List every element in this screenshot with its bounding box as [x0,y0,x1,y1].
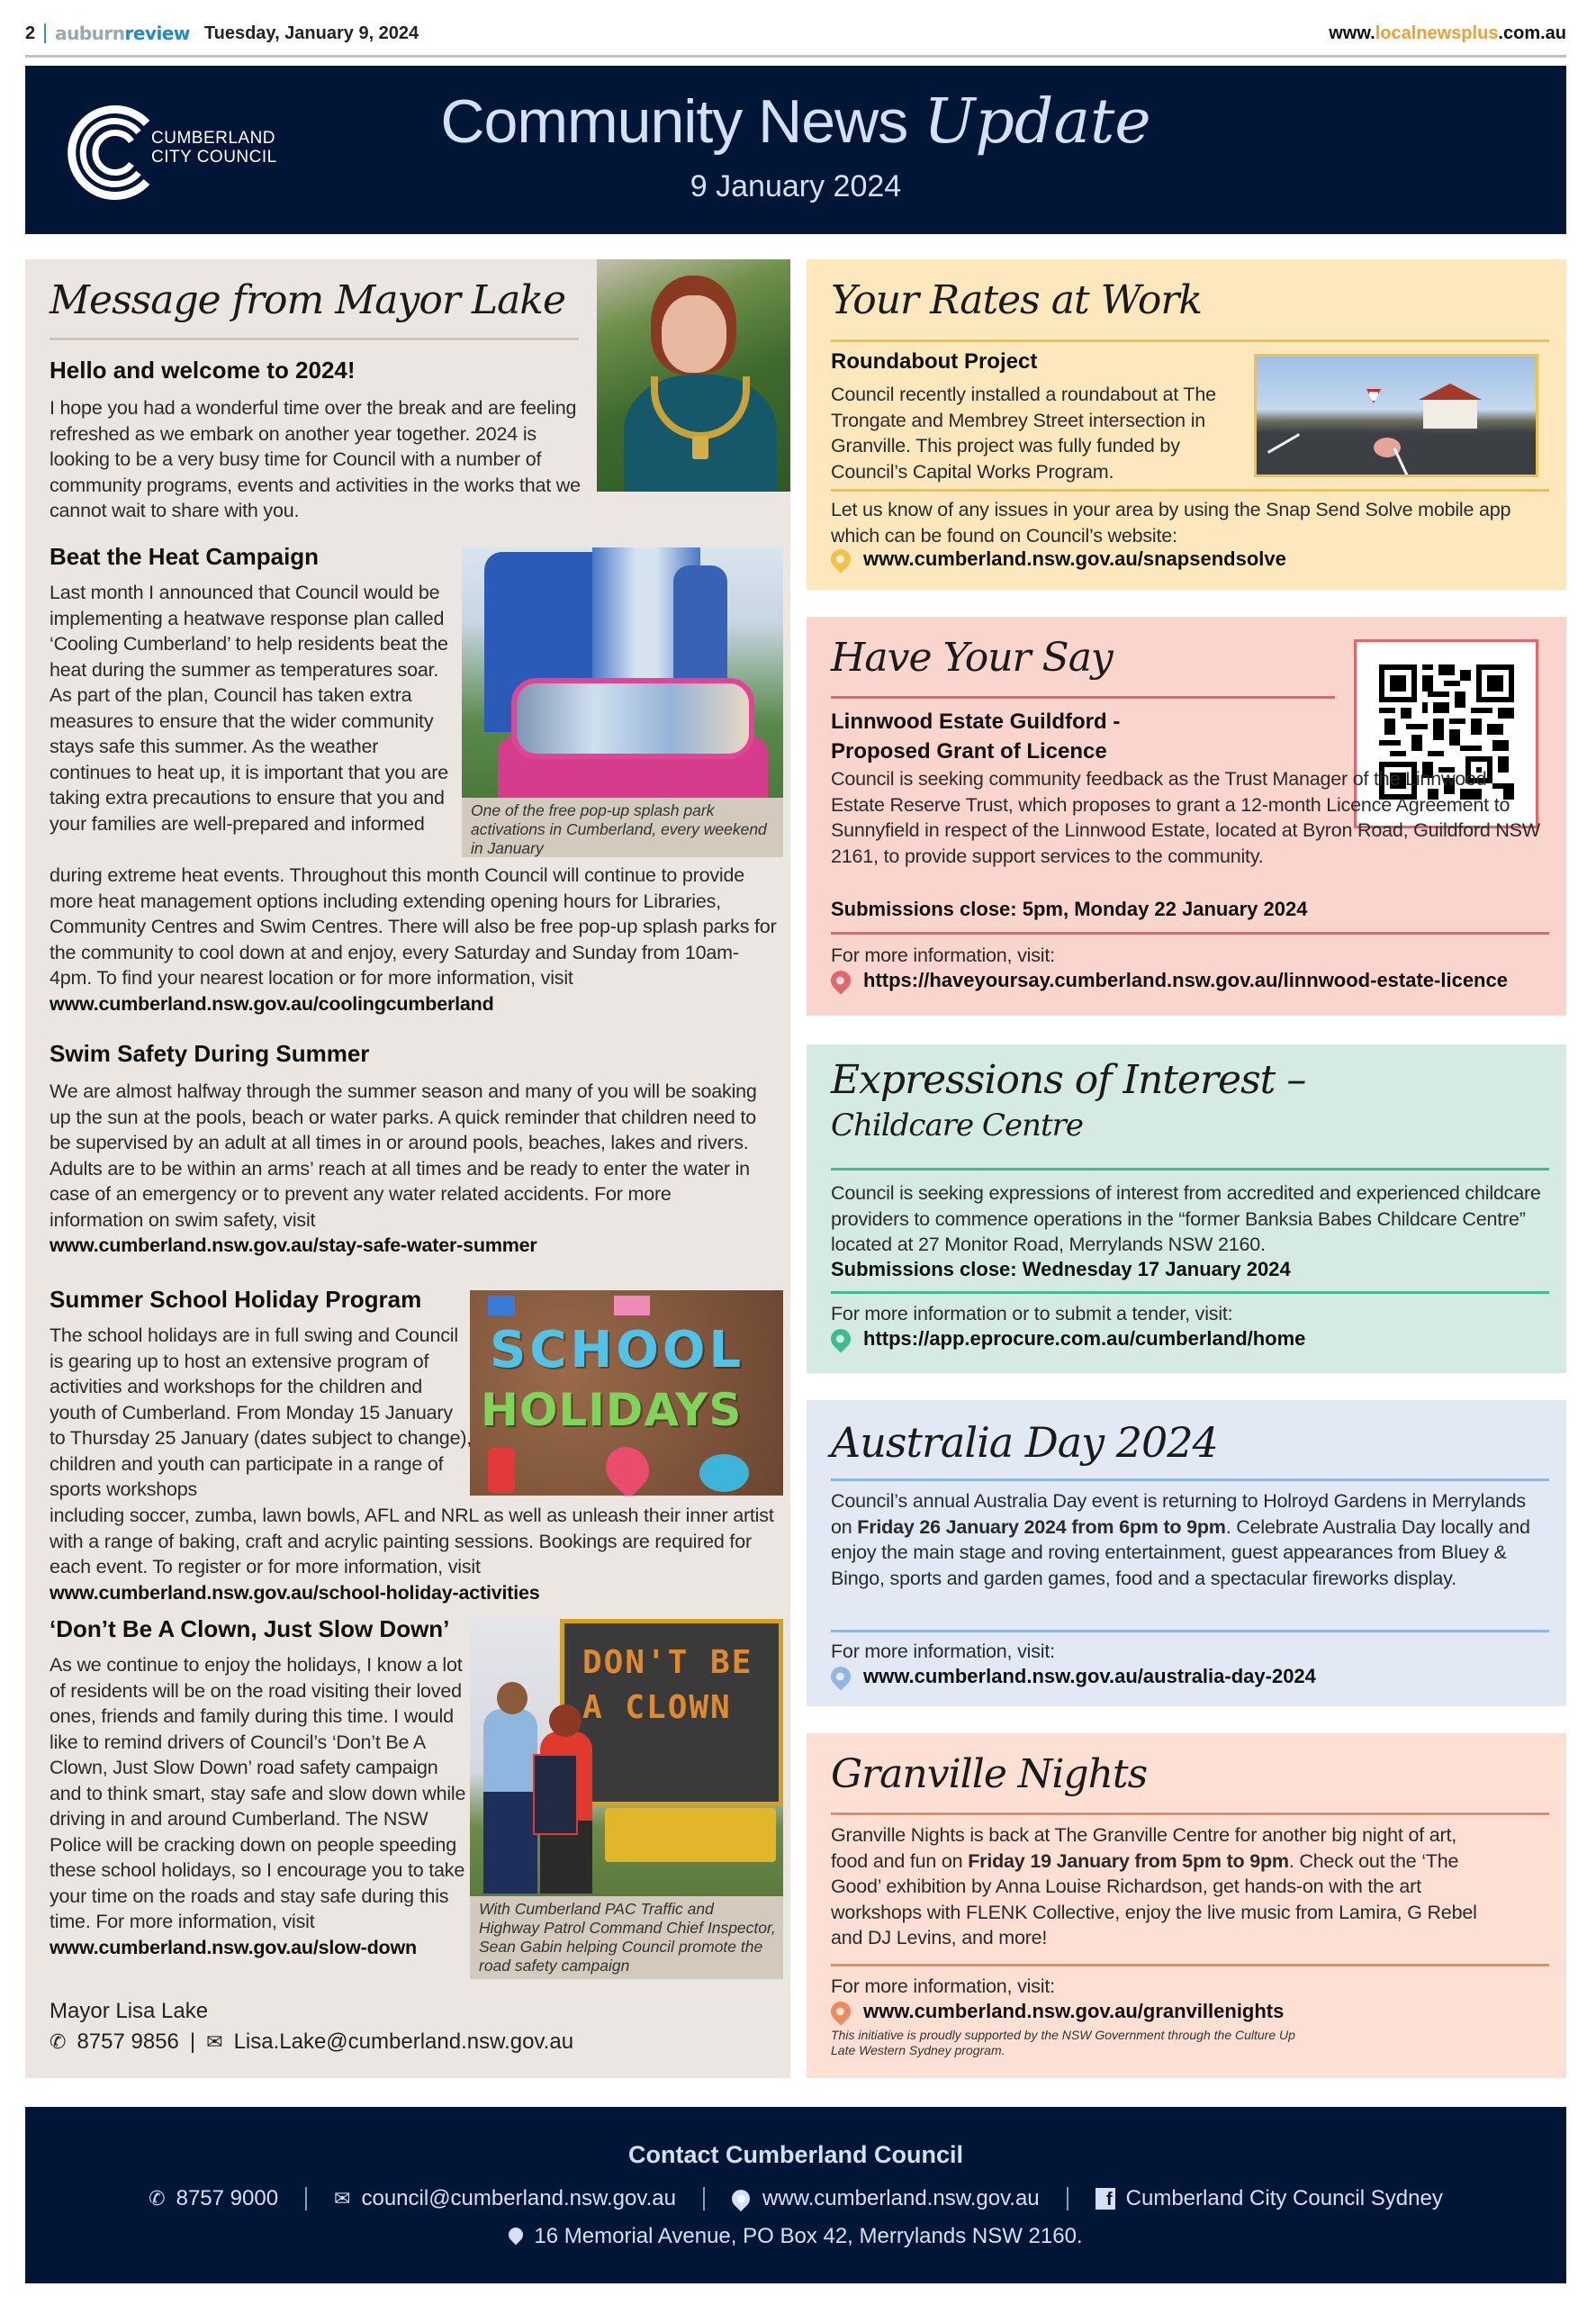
holiday-body-wrapped: The school holidays are in full swing and Council is gearing up to host an extensive program of activities and workshops for the children and youth of Cumberland. From Monday 15 January to Thursday 25 January (dates subject to change), children and youth can participate in a range of sports workshops [50,1324,473,1500]
brand-part-review: review [124,23,190,44]
slow-down-link[interactable]: www.cumberland.nsw.gov.au/slow-down [50,1936,417,1958]
school-holidays-image-text-2: HOLIDAYS [481,1384,743,1436]
sign-text-line-1: DON'T BE [582,1644,753,1681]
granville-date-time: Friday 19 January from 5pm to 9pm [968,1849,1289,1872]
ausday-date-time: Friday 26 January 2024 from 6pm to 9pm [857,1515,1226,1538]
swim-heading: Swim Safety During Summer [50,1040,370,1067]
footer-facebook [1096,2186,1443,2211]
footer-title: Contact Cumberland Council [627,2141,963,2168]
granville-text-1: Granville Nights is back at The Granville Centre for another big night of art, food and fun on [831,1824,1457,1872]
footer-divider [1067,2187,1069,2210]
ausday-text-2: . Celebrate Australia Day locally and enjoy the main stage and roving entertainment, guest appearances from Bluey & Bingo, sports and garden games, food and a spectacular fireworks display. [831,1515,1530,1589]
granville-title-rule [831,1812,1549,1815]
masthead-rule [25,55,1566,58]
title-italic: Update [924,86,1151,158]
school-holidays-photo [470,1290,783,1496]
holiday-body-full [50,1503,779,1605]
snap-send-solve-note: Let us know of any issues in your area by using the Snap Send Solve mobile app which can be found on Council’s website: [831,499,1511,547]
ausday-text-1: Council’s annual Australia Day event is returning to Holroyd Gardens in Merrylands on [831,1490,1526,1538]
page-title [25,86,1566,158]
heat-body-continued: during extreme heat events. Throughout this month Council will continue to provide more heat management options including extending opening hours for Libraries, Community Centres and Swim Centres. There will also be free pop-up splash parks for the community to cool down at and enjoy, every Saturday and Sunday from 10am-4pm. To find your nearest location or for more information, visit [50,864,777,989]
map-pin-icon [506,2225,527,2246]
logo-line-2: CITY COUNCIL [151,148,277,167]
eoi-more-info: For more information or to submit a tender, visit: [831,1303,1233,1324]
masthead-divider [44,23,46,43]
contact-separator: | [189,2029,196,2054]
mayor-message-panel [25,259,790,2078]
globe-icon [826,1662,854,1690]
granville-body [831,1822,1479,1951]
holiday-body-continued: including soccer, zumba, lawn bowls, AFL and NRL as well as unleash their inner artist with a range of baking, craft and acrylic painting sessions. Bookings are required for each event. To register or for more information, visit [50,1505,774,1577]
school-holidays-image-text-1: SCHOOL [490,1321,745,1379]
hys-more-info: For more information, visit: [831,945,1055,966]
footer-phone [149,2186,278,2211]
granville-nights-card [807,1733,1566,2078]
publication-brand [55,23,190,44]
eoi-title-line-2: Childcare Centre [831,1107,1083,1143]
rates-title-rule [831,339,1549,342]
footer-website-link[interactable]: www.cumberland.nsw.gov.au [762,2186,1040,2210]
ausday-title-rule [831,1478,1549,1481]
rates-mid-rule [831,489,1549,492]
roundabout-photo [1254,354,1538,477]
linnwood-deadline: Submissions close: 5pm, Monday 22 January 2024 [831,898,1308,920]
site-highlight: localnewsplus [1375,23,1499,43]
ausday-link-row [831,1665,1316,1688]
granville-more-info: For more information, visit: [831,1975,1055,1997]
footer-email-link[interactable]: council@cumberland.nsw.gov.au [361,2186,676,2210]
clown-body [50,1652,468,1960]
site-prefix: www. [1329,23,1375,43]
footer-address-text: 16 Memorial Avenue, PO Box 42, Merrylands NSW 2160. [534,2224,1083,2248]
ausday-body [831,1488,1533,1591]
clown-heading: ‘Don’t Be A Clown, Just Slow Down’ [50,1615,450,1642]
eoi-link-row [831,1327,1305,1351]
heat-body-full [50,863,779,1017]
footer-divider [305,2187,307,2210]
eoi-bottom-rule [831,1291,1549,1294]
school-holiday-link[interactable]: www.cumberland.nsw.gov.au/school-holiday-activities [50,1581,540,1604]
mayor-title-rule [50,338,579,340]
roundabout-heading: Roundabout Project [831,349,1038,374]
ausday-more-info: For more information, visit: [831,1641,1055,1662]
eprocure-link[interactable]: https://app.eprocure.com.au/cumberland/home [863,1327,1306,1350]
splash-park-caption: One of the free pop-up splash park activations in Cumberland, every weekend in January [471,801,767,857]
eoi-title-rule [831,1168,1549,1171]
swim-body [50,1079,770,1259]
road-safety-caption: With Cumberland PAC Traffic and Highway Patrol Command Chief Inspector, Sean Gabin helping Council promote the road safety campaign [479,1900,776,1975]
swim-safety-link[interactable]: www.cumberland.nsw.gov.au/stay-safe-water-summer [50,1234,537,1256]
page-number: 2 [25,23,36,43]
snapsendsolve-link[interactable]: www.cumberland.nsw.gov.au/snapsendsolve [863,547,1286,570]
footer-email [334,2186,676,2211]
australia-day-card [807,1400,1566,1706]
linnwood-link[interactable]: https://haveyoursay.cumberland.nsw.gov.au/linnwood-estate-licence [863,969,1508,991]
facebook-icon: f [1096,2188,1115,2210]
granville-title: Granville Nights [831,1751,1148,1797]
australia-day-link[interactable]: www.cumberland.nsw.gov.au/australia-day-2024 [863,1665,1316,1687]
hys-title-rule [831,696,1335,699]
linnwood-body: Council is seeking community feedback as the Trust Manager of the Linnwood Estate Reserve Trust, which proposes to grant a 12-month Licence Agreement to Sunnyfield in respect of the Linnwood Estate, located at Byron Road, Guildford NSW 2161, to provide support services to the community. [831,768,1540,867]
linnwood-heading-line-2: Proposed Grant of Licence [831,739,1107,764]
footer-facebook-link[interactable]: Cumberland City Council Sydney [1125,2186,1443,2210]
globe-icon [826,1997,854,2025]
rates-at-work-card [807,259,1566,590]
ausday-title: Australia Day 2024 [831,1418,1218,1467]
granville-bottom-rule [831,1964,1549,1966]
clown-text: As we continue to enjoy the holidays, I know a lot of residents will be on the road visiting their loved ones, friends and family during this time. I would like to remind drivers of Council’s ‘Don’t Be A Clown, Just Slow Down’ road safety campaign and to think smart, stay safe and slow down while driving in and around Cumberland. The NSW Police will be cracking down on people speeding these school holidays, so I encourage you to take your time on the roads and stay safe during this time. For more information, visit [50,1654,466,1932]
roundabout-body: Council recently installed a roundabout at The Trongate and Membrey Street intersection in Granville. This project was fully funded by Council’s Capital Works Program. [831,384,1216,483]
eoi-body: Council is seeking expressions of interest from accredited and experienced childcare providers to commence operations in the “former Banksia Babes Childcare Centre” located at 27 Monitor Road, Merrylands NSW 2160. [831,1182,1541,1255]
globe-icon [728,2186,753,2211]
eoi-title-line-1: Expressions of Interest – [831,1057,1306,1103]
granville-link-row [831,2000,1284,2023]
mayor-section-title: Message from Mayor Lake [50,277,565,323]
footer-phone-link[interactable]: 8757 9000 [176,2186,279,2210]
ausday-bottom-rule [831,1630,1549,1632]
linnwood-heading-line-1: Linnwood Estate Guildford - [831,710,1121,734]
hys-bottom-rule [831,932,1549,935]
greeting-body: I hope you had a wonderful time over the break and are feeling refreshed as we embark on another year together. 2024 is looking to be a very busy time for Council with a number of community programs, events and activities in the works that we cannot wait to share with you. [50,397,581,521]
granville-text-2: . Check out the ‘The Good’ exhibition by Anna Louise Richardson, get hands-on with the art workshops with FLENK Collective, enjoy the live music from Lamira, G Rebel and DJ Levins, and more! [831,1849,1477,1948]
mayor-phone-link[interactable]: 8757 9856 [77,2029,179,2054]
globe-icon [826,966,854,994]
header-date: 9 January 2024 [690,169,902,203]
linnwood-heading [831,707,1120,766]
logo-line-1: CUMBERLAND [151,129,276,148]
granville-disclaimer: This initiative is proudly supported by the NSW Government through the Culture Up Late Western Sydney program. [831,2028,1295,2057]
granville-nights-link[interactable]: www.cumberland.nsw.gov.au/granvillenights [863,2000,1285,2022]
splash-park-photo [462,547,783,798]
hys-link-row [831,969,1508,992]
holiday-heading: Summer School Holiday Program [50,1286,422,1313]
issue-date: Tuesday, January 9, 2024 [203,23,419,43]
publication-website-link[interactable] [1329,23,1566,44]
heat-heading: Beat the Heat Campaign [50,543,320,570]
footer-divider [703,2187,705,2210]
snapsendsolve-link-row [831,547,1286,571]
expressions-of-interest-card [807,1044,1566,1373]
masthead-bar [25,20,1566,47]
road-safety-photo [470,1619,783,1896]
mayor-email-link[interactable]: Lisa.Lake@cumberland.nsw.gov.au [233,2029,574,2054]
eoi-deadline: Submissions close: Wednesday 17 January 2024 [831,1258,1291,1280]
swim-text: We are almost halfway through the summer season and many of you will be soaking up the sun at the pools, beach or water parks. A quick reminder that children need to be supervised by an adult at all times in or around pools, beaches, lakes and rivers. Adults are to be within an arms’ reach at all times and be ready to enter the water in case of an emergency or to prevent any water related accidents. For more information on swim safety, visit [50,1080,757,1231]
envelope-icon: ✉ [334,2187,351,2210]
envelope-icon: ✉ [206,2030,223,2053]
cooling-cumberland-link[interactable]: www.cumberland.nsw.gov.au/coolingcumberland [50,992,494,1015]
title-main: Community News [440,87,924,156]
have-your-say-title: Have Your Say [831,635,1113,681]
sign-text-line-2: A CLOWN [582,1689,732,1726]
site-suffix: .com.au [1498,23,1566,43]
mayor-contact-row [50,2029,573,2055]
globe-icon [826,545,854,573]
footer-website [732,2186,1040,2211]
community-news-header [25,66,1566,234]
footer-contacts-row [25,2186,1566,2211]
contact-footer [25,2107,1566,2283]
globe-icon [826,1324,854,1352]
have-your-say-card [807,617,1566,1016]
greeting-heading: Hello and welcome to 2024! [50,357,356,384]
phone-icon: ✆ [149,2187,166,2210]
heat-body-wrapped: Last month I announced that Council would be implementing a heatwave response plan called ‘Cooling Cumberland’ to help residents beat the heat during the summer as temperatures soar. As part of the plan, Council has taken extra measures to ensure that the wider community stays safe this summer. As the weather continues to heat up, it is important that you are taking extra precautions to ensure that you and your families are well-prepared and informed [50,582,448,835]
mayor-signoff: Mayor Lisa Lake [50,1999,209,2023]
rates-title: Your Rates at Work [831,277,1203,323]
brand-part-auburn: auburn [55,23,125,44]
phone-icon: ✆ [50,2030,67,2053]
footer-address [25,2224,1566,2249]
mayor-photo [597,259,790,492]
